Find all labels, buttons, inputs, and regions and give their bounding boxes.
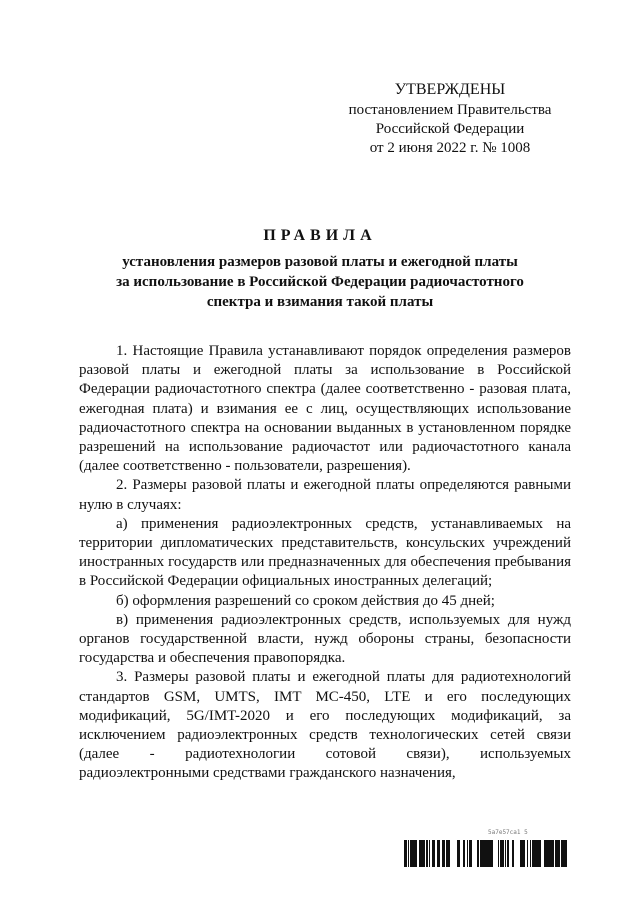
barcode-bar — [500, 840, 501, 867]
barcode-bar — [532, 840, 534, 867]
paragraph-1: 1. Настоящие Правила устанавливают порядок определения размеров разовой платы и ежегодной платы за использование в Российской Федерации радиочастотного спектра (далее соответственно - разовая плата, ежегодная плата) и взимания ее с лиц, осуществляющих использование радиочастотного спектра на основании выданных в установленном порядке разрешений на использование радиочастот или радиочастотного канала (далее соответственно - пользователи, разрешения). — [79, 343, 571, 475]
barcode-bar — [442, 840, 444, 867]
barcode-bar — [467, 840, 468, 867]
barcode-bar — [561, 840, 563, 867]
barcode-bar — [457, 840, 458, 867]
barcode-bar — [485, 840, 486, 867]
barcode-bar — [410, 840, 412, 867]
barcode-bar — [550, 840, 551, 867]
barcode-bar — [565, 840, 567, 867]
barcode-bar — [551, 840, 552, 867]
barcode-bar — [521, 840, 523, 867]
barcode-bar — [427, 840, 428, 867]
barcode-bar — [520, 840, 521, 867]
approval-block — [340, 80, 560, 158]
barcode-bar — [536, 840, 537, 867]
barcode-bar — [422, 840, 423, 867]
document-subtitle — [60, 252, 580, 312]
barcode-bar — [491, 840, 492, 867]
barcode-bar — [419, 840, 420, 867]
approval-line-3: от 2 июня 2022 г. № 1008 — [369, 140, 531, 156]
paragraph-2c: в) применения радиоэлектронных средств, используемых для нужд органов государственной власти, нужд обороны страны, безопасности государства и обеспечения правопорядка. — [79, 611, 571, 667]
document-title: ПРАВИЛА — [263, 227, 377, 244]
barcode-caption: 5a7e57ca1 5 — [488, 829, 528, 836]
barcode-bar — [480, 840, 482, 867]
barcode-bar — [556, 840, 558, 867]
barcode-bar — [413, 840, 415, 867]
approval-line-2: Российской Федерации — [375, 121, 525, 137]
barcode-bar — [429, 840, 430, 867]
barcode-bar — [503, 840, 504, 867]
barcode-bar — [437, 840, 438, 867]
paragraph-2b: б) оформления разрешений со сроком действия до 45 дней; — [116, 592, 495, 609]
approval-line-1: постановлением Правительства — [348, 102, 552, 118]
barcode-bar — [482, 840, 483, 867]
barcode-bar — [484, 840, 485, 867]
barcode-bar — [423, 840, 425, 867]
barcode-bar — [527, 840, 528, 867]
barcode-bar — [523, 840, 525, 867]
barcode-bar — [559, 840, 560, 867]
barcode-bar — [540, 840, 541, 867]
barcode — [404, 840, 569, 867]
barcode-bar — [439, 840, 440, 867]
barcode-bar — [564, 840, 565, 867]
barcode-bar — [438, 840, 439, 867]
barcode-bar — [405, 840, 406, 867]
subtitle-line-1: установления размеров разовой платы и ежегодной платы — [122, 254, 518, 270]
barcode-bar — [483, 840, 484, 867]
barcode-bar — [406, 840, 407, 867]
barcode-bar — [408, 840, 409, 867]
barcode-bar — [558, 840, 559, 867]
barcode-bar — [416, 840, 417, 867]
barcode-bar — [446, 840, 447, 867]
barcode-bar — [426, 840, 427, 867]
barcode-bar — [486, 840, 488, 867]
barcode-bar — [530, 840, 531, 867]
barcode-bar — [538, 840, 540, 867]
barcode-bar — [471, 840, 472, 867]
barcode-bar — [492, 840, 493, 867]
barcode-bar — [463, 840, 464, 867]
barcode-bar — [545, 840, 547, 867]
barcode-bar — [459, 840, 460, 867]
barcode-bar — [478, 840, 479, 867]
barcode-bar — [420, 840, 422, 867]
barcode-bar — [512, 840, 514, 867]
barcode-bar — [488, 840, 489, 867]
barcode-bar — [548, 840, 550, 867]
subtitle-line-2: за использование в Российской Федерации радиочастотного — [116, 274, 524, 290]
subtitle-line-3: спектра и взимания такой платы — [206, 294, 434, 310]
barcode-bar — [507, 840, 509, 867]
barcode-bar — [433, 840, 435, 867]
barcode-bar — [415, 840, 416, 867]
paragraph-2a: а) применения радиоэлектронных средств, устанавливаемых на территории дипломатических представительств, консульских учреждений иностранных государств или предназначенных для обеспечения пребывания в Российской Федерации официальных иностранных делегаций; — [79, 515, 571, 590]
barcode-bar — [501, 840, 502, 867]
barcode-bar — [464, 840, 465, 867]
approval-caption: УТВЕРЖДЕНЫ — [394, 81, 506, 98]
barcode-bar — [404, 840, 405, 867]
barcode-bar — [505, 840, 506, 867]
barcode-bar — [458, 840, 459, 867]
barcode-bar — [502, 840, 503, 867]
paragraph-3: 3. Размеры разовой платы и ежегодной платы для радиотехнологий стандартов GSM, UMTS, IMT MC-450, LTE и его последующих модификаций, 5G/IMT-2020 и его последующих модификаций, за исключением радиоэлектронных средств технологических сетей связи (далее - радиотехнологии сотовой связи), используемых радиоэлектронными средствами гражданского назначения, — [79, 669, 571, 782]
barcode-bar — [498, 840, 499, 867]
barcode-bar — [477, 840, 478, 867]
barcode-bar — [469, 840, 471, 867]
barcode-bar — [444, 840, 445, 867]
barcode-bar — [547, 840, 548, 867]
barcode-bar — [555, 840, 556, 867]
paragraph-2: 2. Размеры разовой платы и ежегодной платы определяются равными нулю в случаях: — [79, 477, 571, 513]
document-body — [79, 342, 571, 784]
barcode-bar — [552, 840, 553, 867]
barcode-bar — [447, 840, 448, 867]
barcode-bar — [489, 840, 491, 867]
barcode-bar — [563, 840, 564, 867]
barcode-bar — [412, 840, 413, 867]
barcode-bar — [432, 840, 433, 867]
barcode-bar — [534, 840, 536, 867]
barcode-bar — [448, 840, 450, 867]
barcode-bar — [553, 840, 554, 867]
barcode-bar — [537, 840, 538, 867]
barcode-bar — [544, 840, 545, 867]
